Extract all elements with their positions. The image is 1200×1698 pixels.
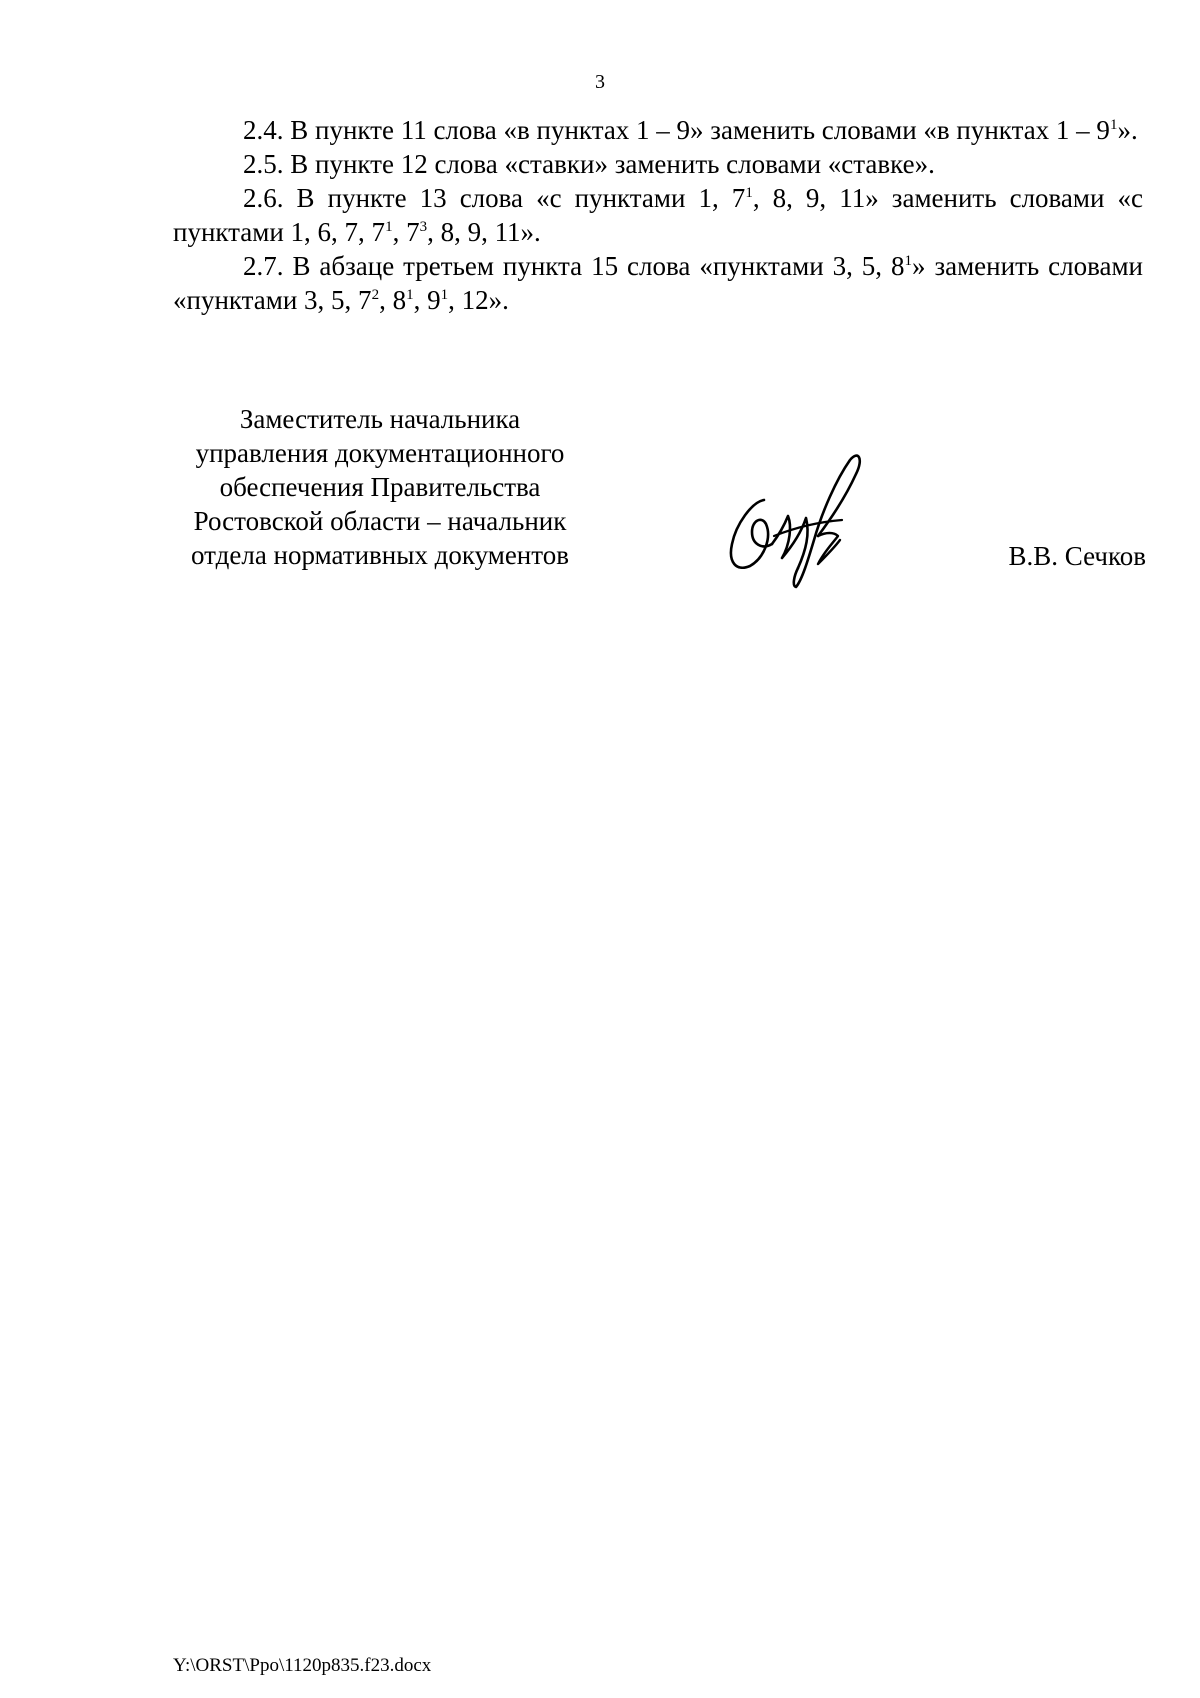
- paragraph-2-7: [173, 249, 1143, 317]
- paragraph-text: 2.7. В абзаце третьем пункта 15 слова «пунктами 3, 5, 8: [243, 251, 905, 281]
- signatory-name: В.В. Сечков: [1008, 541, 1146, 571]
- signatory-title-line: Заместитель начальника: [239, 404, 521, 434]
- superscript-index: 3: [419, 219, 428, 235]
- signatory-title: [170, 402, 590, 572]
- superscript-index: 2: [371, 287, 380, 303]
- superscript-index: 1: [904, 253, 912, 269]
- paragraph-text: ».: [1117, 115, 1138, 145]
- paragraph-text: , 7: [392, 217, 420, 247]
- paragraph-text: , 8, 9, 11».: [427, 217, 541, 247]
- signatory-title-line: отдела нормативных документов: [191, 540, 569, 570]
- paragraph-text: , 8, 9, 11» заменить словами «с пунктами 1, 6, 7, 7: [173, 183, 1143, 247]
- signatory-title-line: обеспечения Правительства: [219, 472, 541, 502]
- superscript-index: 1: [745, 185, 753, 201]
- superscript-index: 1: [406, 287, 414, 303]
- paragraph-2-5: [173, 147, 1143, 181]
- paragraph-2-6: [173, 181, 1143, 249]
- signatory-title-line: управления документационного: [195, 438, 565, 468]
- paragraph-text: , 9: [413, 285, 441, 315]
- signatory-title-line: Ростовской области – начальник: [193, 506, 567, 536]
- paragraph-text: 2.6. В пункте 13 слова «с пунктами 1, 7: [243, 183, 746, 213]
- superscript-index: 1: [440, 287, 449, 303]
- paragraph-text: , 8: [379, 285, 407, 315]
- handwritten-signature: [722, 440, 872, 590]
- superscript-index: 1: [385, 219, 393, 235]
- page-number: 3: [595, 71, 605, 93]
- decree-body: [173, 113, 1143, 317]
- paragraph-text: » заменить словами «пунктами 3, 5, 7: [173, 251, 1143, 315]
- superscript-index: 1: [1109, 117, 1118, 133]
- paragraph-text: 2.5. В пункте 12 слова «ставки» заменить словами «ставке».: [243, 149, 935, 179]
- paragraph-text: , 12».: [448, 285, 509, 315]
- paragraph-2-4: [173, 113, 1143, 147]
- paragraph-text: 2.4. В пункте 11 слова «в пунктах 1 – 9» заменить словами «в пунктах 1 – 9: [243, 115, 1110, 145]
- footer-file-path: Y:\ORST\Ppo\1120p835.f23.docx: [173, 1655, 432, 1676]
